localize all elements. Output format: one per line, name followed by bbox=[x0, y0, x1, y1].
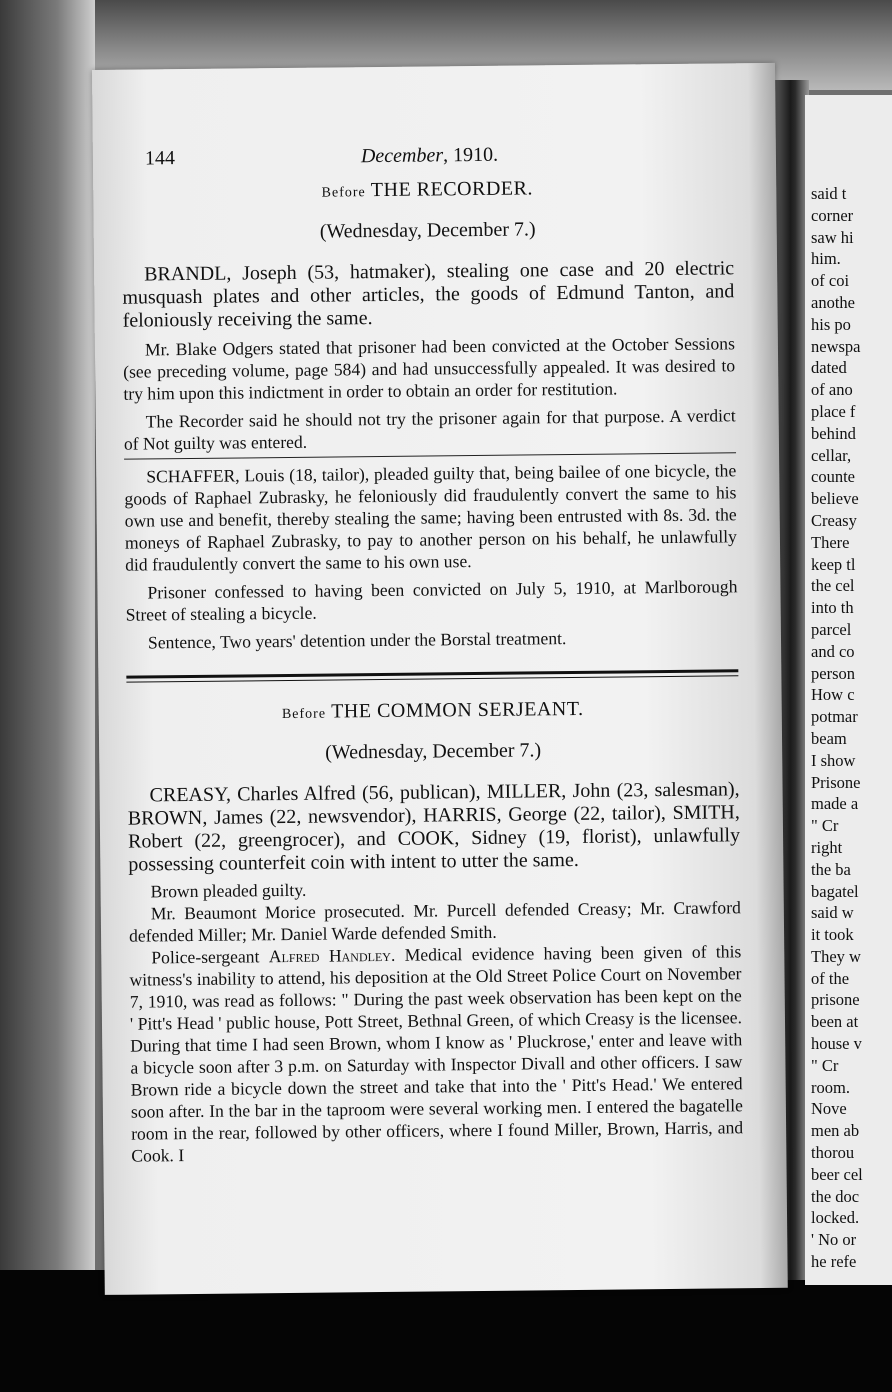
right-page-line: place f bbox=[811, 401, 856, 421]
right-page-line: the cel bbox=[811, 576, 855, 596]
left-page bbox=[92, 63, 788, 1295]
paragraph: Prisoner confessed to having been convicted on July 5, 1910, at Marlborough Street of stealing a bicycle. bbox=[125, 576, 738, 625]
section-date: (Wednesday, December 7.) bbox=[319, 218, 536, 243]
running-head-year: , 1910. bbox=[442, 143, 499, 167]
paragraph: SCHAFFER, Louis (18, tailor), pleaded guilty that, being bailee of one bicycle, the goods of Raphael Zubrasky, he feloniously did fraudulently convert the same to his own use and benefit, thereby stealing the same; having been entrusted with 8s. 3d. the moneys of Raphael Zubrasky, to pay to another person on his behalf, he unlawfully did fraudulently convert the same to his own use. bbox=[124, 460, 738, 575]
section-title-recorder bbox=[121, 175, 733, 204]
right-page-line: anothe bbox=[811, 292, 855, 312]
divider-thick bbox=[126, 669, 738, 678]
section-date: (Wednesday, December 7.) bbox=[325, 739, 542, 764]
right-page-line: parcel bbox=[811, 619, 852, 639]
right-page-line: ' No or bbox=[811, 1230, 857, 1250]
right-page-line: beer cel bbox=[811, 1164, 863, 1184]
right-page-line: and co bbox=[811, 641, 855, 661]
right-page-line: room. bbox=[811, 1077, 850, 1097]
witness-paragraph bbox=[129, 940, 743, 1166]
right-page-line: his po bbox=[811, 314, 851, 334]
paragraph: Mr. Beaumont Morice prosecuted. Mr. Purcell defended Creasy; Mr. Crawford defended Miller; Mr. Daniel Warde defended Smith. bbox=[128, 897, 741, 946]
right-page-line: beam bbox=[811, 728, 847, 748]
paragraph: CREASY, Charles Alfred (56, publican), MILLER, John (23, salesman), BROWN, James (22, newsvendor), HARRIS, George (22, tailor), SMITH, Robert (22, greengrocer), and COOK, Sidney (19, florist), unlawfully possessing counterfeit coin with intent to utter the same. bbox=[127, 778, 741, 876]
right-page-line: of ano bbox=[811, 380, 853, 400]
right-page-line: into th bbox=[811, 598, 854, 618]
right-page-line: saw hi bbox=[811, 227, 854, 247]
right-page-line: I show bbox=[811, 750, 856, 770]
right-page-line: They w bbox=[811, 946, 861, 966]
right-page-line: potmar bbox=[811, 707, 858, 727]
section-title-main: THE RECORDER. bbox=[370, 177, 534, 202]
right-page-line: made a bbox=[811, 794, 859, 814]
witness-text: Medical evidence having been given of this witness's inability to attend, his deposition at the Old Street Police Court on November 7, 1910, was read as follows: " During the past week observation has been kept on the ' Pitt's Head ' public house, Pott Street, Bethnal Green, of which Creasy is the licensee. During that time I had seen Brown, whom I know as ' Pluckrose,' enter and leave with a bicycle soon after 3 p.m. on Saturday with Inspector Divall and other officers. I saw Brown ride a bicycle down the street and take that into the ' Pitt's Head.' We entered soon after. In the bar in the taproom were several working men. I entered the bagatelle room in the rear, followed by other officers, where I found Miller, Brown, Harris, and Cook. I bbox=[129, 941, 744, 1166]
page-number: 144 bbox=[144, 147, 176, 170]
right-page-line: him. bbox=[811, 249, 841, 269]
court-divider bbox=[126, 669, 738, 682]
page-header bbox=[121, 133, 733, 173]
right-page-line: corner bbox=[811, 205, 854, 225]
right-page-line: the ba bbox=[811, 859, 851, 879]
right-page-line: said w bbox=[811, 903, 854, 923]
right-page-line: men ab bbox=[811, 1121, 860, 1141]
paragraph: Brown pleaded guilty. bbox=[150, 879, 307, 902]
right-page-line: said t bbox=[811, 184, 847, 203]
right-page-line: Creasy bbox=[811, 510, 857, 530]
witness-prefix: Police-sergeant bbox=[151, 946, 260, 968]
paragraph: The Recorder said he should not try the prisoner again for that purpose. A verdict of Not guilty was entered. bbox=[123, 405, 736, 454]
right-page-line: There bbox=[811, 532, 850, 552]
right-page-line: newspa bbox=[811, 336, 861, 356]
right-page-line: dated bbox=[811, 358, 847, 378]
right-page-line: of the bbox=[811, 968, 850, 988]
right-page-line: right bbox=[811, 837, 843, 857]
right-page-line: thorou bbox=[811, 1143, 855, 1163]
paragraph: Mr. Blake Odgers stated that prisoner had been convicted at the October Sessions (see preceding volume, page 584) and had unsuccessfully appealed. It was desired to try him upon this indictment in order to obtain an order for restitution. bbox=[123, 333, 736, 404]
right-page-line: Nove bbox=[811, 1099, 847, 1119]
right-page-line: locked. bbox=[811, 1208, 860, 1228]
right-page-line: bagatel bbox=[811, 881, 859, 901]
section-title-common-serjeant bbox=[127, 696, 739, 725]
right-page-line: he refe bbox=[811, 1252, 857, 1272]
section-title-prefix: Before bbox=[281, 706, 327, 723]
right-page-line: Prisone bbox=[811, 772, 861, 792]
left-page-content bbox=[121, 133, 744, 1166]
right-page-text bbox=[811, 183, 892, 1273]
running-head bbox=[361, 144, 498, 168]
running-head-month: December bbox=[360, 144, 444, 168]
right-page-line: How c bbox=[811, 685, 855, 705]
right-page-line: house v bbox=[811, 1034, 862, 1054]
right-page-line: person bbox=[811, 663, 855, 683]
right-page-line: prisone bbox=[811, 990, 860, 1010]
right-page-line: keep tl bbox=[811, 554, 856, 574]
right-page-line: been at bbox=[811, 1012, 859, 1032]
right-page-line: " Cr bbox=[811, 816, 839, 836]
right-page bbox=[805, 95, 892, 1285]
paragraph: BRANDL, Joseph (53, hatmaker), stealing one case and 20 electric musquash plates and other articles, the goods of Edmund Tanton, and feloniously receiving the same. bbox=[122, 257, 735, 332]
right-page-line: behind bbox=[811, 423, 856, 443]
right-page-line: believe bbox=[811, 489, 859, 509]
right-page-line: cellar, bbox=[811, 445, 852, 465]
right-page-line: " Cr bbox=[811, 1055, 839, 1075]
section-title-prefix: Before bbox=[321, 185, 366, 201]
scan-left-margin bbox=[0, 0, 95, 1392]
right-page-line: of coi bbox=[811, 271, 850, 291]
right-page-line: it took bbox=[811, 925, 854, 945]
paragraph: Sentence, Two years' detention under the Borstal treatment. bbox=[147, 628, 567, 653]
section-title-main: THE COMMON SERJEANT. bbox=[331, 697, 584, 723]
right-page-line: counte bbox=[811, 467, 855, 487]
witness-name: Alfred Handley. bbox=[268, 944, 396, 967]
right-page-line: the doc bbox=[811, 1186, 860, 1206]
